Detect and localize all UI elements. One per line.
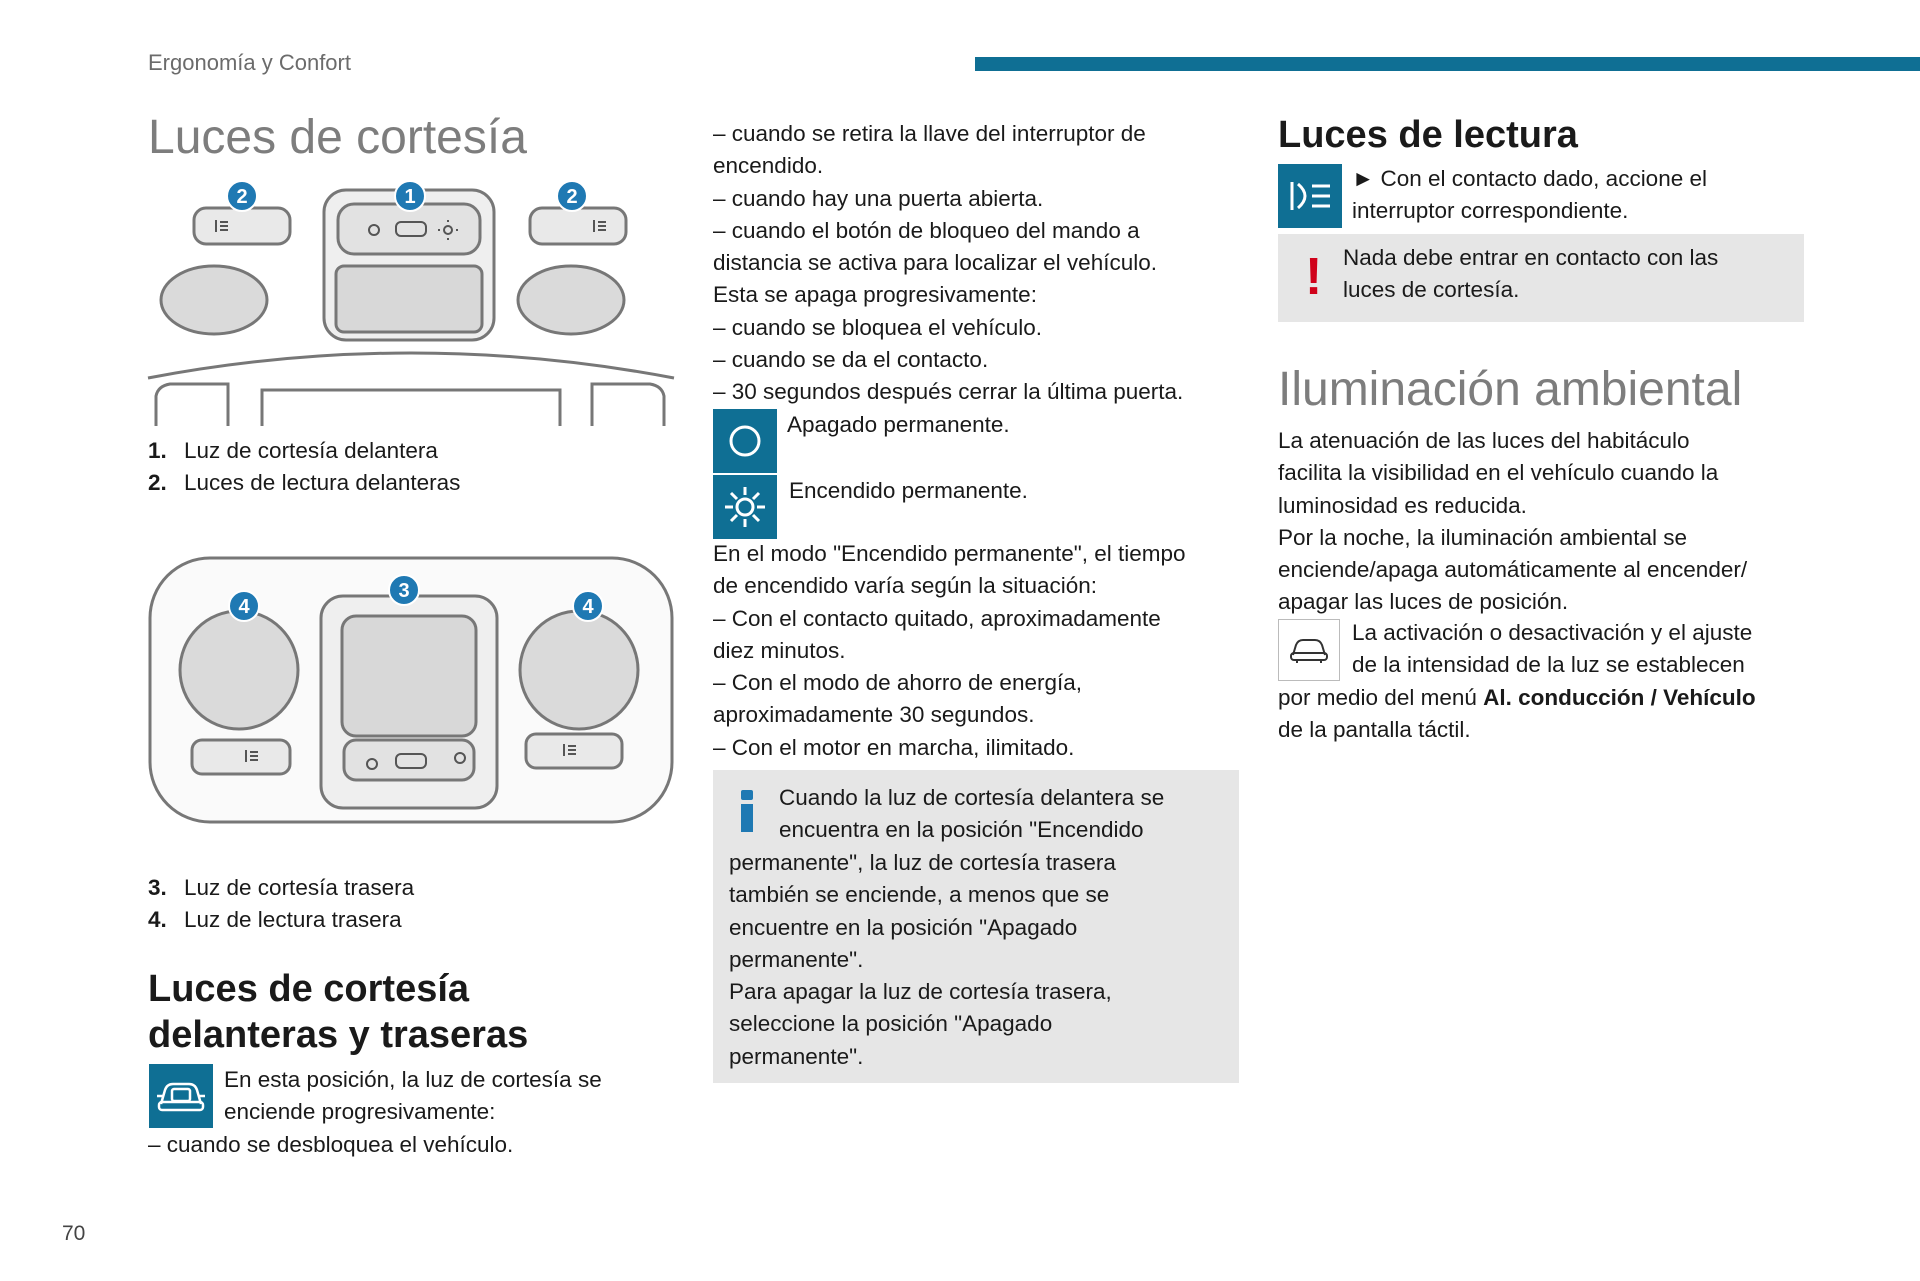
- page-number: 70: [62, 1222, 86, 1245]
- off-mode-icon: [713, 409, 777, 473]
- legend-item: 2. Luces de lectura delanteras: [148, 470, 461, 496]
- legend-item: 1. Luz de cortesía delantera: [148, 438, 438, 463]
- legend-rear: [148, 872, 414, 937]
- front-lights-diagram: [146, 178, 676, 428]
- badge-2-right: 2: [566, 186, 578, 208]
- car-settings-text-cont: por medio del menú Al. conducción / Vehículo de la pantalla táctil.: [1278, 685, 1756, 743]
- info-icon: [741, 790, 753, 834]
- permanent-mode-text: En el modo "Encendido permanente", el tiempo de encendido varía según la situación: – Con el contacto quitado, aproximadamente diez minutos. – Con el modo de ahorro de energía, aproximadamente 30 segundos. – Con el motor en marcha, ilimitado.: [713, 541, 1186, 760]
- off-mode-label: Apagado permanente.: [787, 412, 1010, 437]
- on-mode-label: Encendido permanente.: [789, 478, 1028, 503]
- courtesy-subtitle: Luces de cortesía delanteras y traseras: [148, 968, 529, 1056]
- badge-2-left: 2: [236, 186, 248, 208]
- rear-lights-diagram: [146, 554, 676, 826]
- door-mode-text: En esta posición, la luz de cortesía se enciende progresivamente:: [224, 1067, 602, 1125]
- info-note: Cuando la luz de cortesía delantera se encuentra en la posición "Encendido permanente", la luz de cortesía trasera también se enciende, a menos que se encuentre en la posición "Apagado permanente". Para apagar la luz de cortesía trasera, seleccione la posición "Apagado permanente".: [713, 770, 1239, 1083]
- reading-light-icon: [1278, 164, 1342, 228]
- sun-icon: [713, 475, 777, 539]
- warning-note: ! Nada debe entrar en contacto con las luces de cortesía.: [1278, 234, 1804, 322]
- badge-1: 1: [404, 186, 416, 208]
- badge-3: 3: [398, 580, 410, 602]
- page-title: Luces de cortesía: [148, 111, 527, 164]
- badge-4-left: 4: [238, 596, 250, 618]
- ambient-title: Iluminación ambiental: [1278, 363, 1743, 416]
- legend-item: 4. Luz de lectura trasera: [148, 907, 402, 933]
- header-accent-bar: [975, 57, 1920, 71]
- legend-item: 3. Luz de cortesía trasera: [148, 875, 415, 900]
- door-mode-item: – cuando se desbloquea el vehículo.: [148, 1132, 514, 1157]
- ambient-text: La atenuación de las luces del habitáculo facilita la visibilidad en el vehículo cuando la luminosidad es reducida. Por la noche, la iluminación ambiental se enciende/apaga automáticamente al encender/ apagar las luces de posición.: [1278, 428, 1748, 615]
- warning-icon: !: [1305, 248, 1323, 306]
- reading-title: Luces de lectura: [1278, 114, 1578, 156]
- car-settings-text: La activación o desactivación y el ajuste de la intensidad de la luz se establecen: [1352, 620, 1753, 678]
- door-mode-icon: [149, 1064, 213, 1128]
- badge-4-right: 4: [582, 596, 594, 618]
- car-settings-icon: [1278, 619, 1340, 681]
- conditions-list: – cuando se retira la llave del interruptor de encendido. – cuando hay una puerta abierta. – cuando el botón de bloqueo del mando a distancia se activa para localizar el vehículo. Esta se apaga progresivamente: – cuando se bloquea el vehículo. – cuando se da el contacto. – 30 segundos después cerrar la última puerta.: [713, 121, 1184, 405]
- legend-front: [148, 435, 460, 500]
- reading-text: ► Con el contacto dado, accione el interruptor correspondiente.: [1352, 166, 1707, 224]
- section-header: Ergonomía y Confort: [148, 50, 351, 75]
